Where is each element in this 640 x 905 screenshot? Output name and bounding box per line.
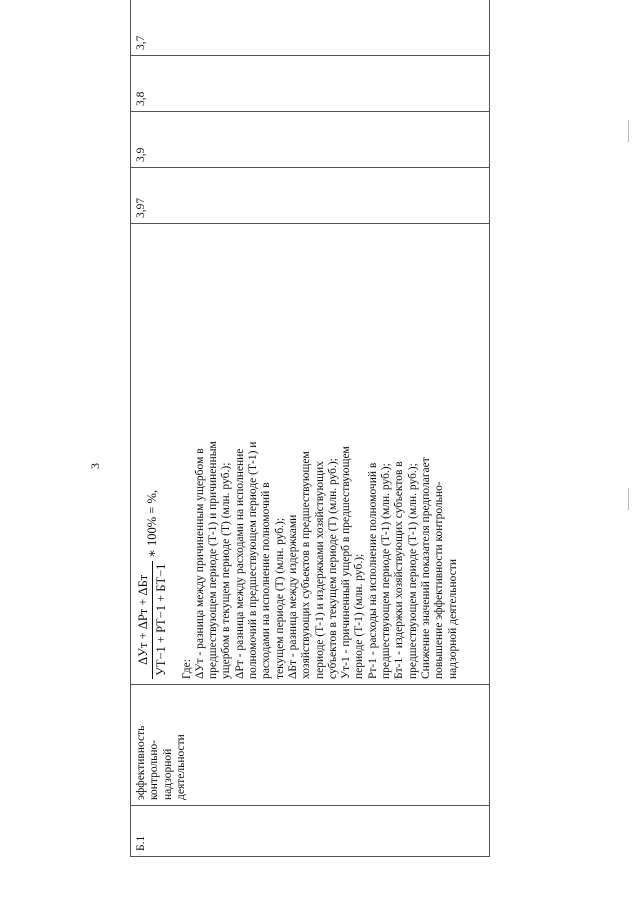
description-line: Снижение значений показателя предполагает bbox=[419, 457, 432, 679]
description-line: расходами на исполнение полномочий в bbox=[260, 482, 273, 679]
formula-description bbox=[181, 229, 460, 679]
indicator-name-line: надзорной bbox=[161, 748, 174, 800]
value-cell-4: 3,7 bbox=[131, 0, 490, 56]
page-number: 3 bbox=[88, 463, 102, 469]
rotated-content bbox=[85, 35, 490, 857]
indicator-name-line: деятельности bbox=[174, 734, 187, 800]
description-line: Где: bbox=[180, 659, 193, 679]
value-cell-2: 3,9 bbox=[131, 112, 490, 168]
description-line: предшествующем периоде (Т-1) (млн. руб.); bbox=[380, 463, 393, 679]
value-cell-1: 3,97 bbox=[131, 168, 490, 224]
description-line: Рт-1 - расходы на исполнение полномочий в bbox=[366, 462, 379, 679]
indicator-name bbox=[131, 685, 490, 806]
formula bbox=[135, 229, 179, 679]
description-line: повышение эффективности контрольно- bbox=[433, 481, 446, 679]
description-line: предшествующем периоде (Т-1) (млн. руб.); bbox=[406, 463, 419, 679]
description-line: периоде (Т-1) (млн. руб.); bbox=[353, 553, 366, 679]
indicator-code: Б.1 bbox=[131, 806, 490, 857]
scan-edge-mark bbox=[628, 120, 629, 142]
value-cell-3: 3,8 bbox=[131, 56, 490, 112]
description-line: периоде (Т-1) и издержками хозяйствующих bbox=[313, 461, 326, 679]
description-line: предшествующем периоде (Т-1) и причиненным bbox=[207, 441, 220, 679]
formula-numerator: ΔУт + ΔРт + ΔБт bbox=[137, 561, 153, 679]
description-line: хозяйствующих субъектов в предшествующем bbox=[300, 451, 313, 679]
description-line: ущербом в текущем периоде (Т) (млн. руб.); bbox=[220, 462, 233, 679]
indicator-table bbox=[130, 0, 490, 857]
description-line: полномочий в предшествующем периоде (Т-1) и bbox=[247, 441, 260, 679]
scan-edge-mark bbox=[628, 488, 629, 510]
description-line: надзорной деятельности bbox=[446, 559, 459, 679]
description-line: Ут-1 - причиненный ущерб в предшествующем bbox=[340, 446, 353, 679]
description-line: ΔБт - разница между издержками bbox=[286, 514, 299, 679]
formula-tail: ∗ 100% = %, bbox=[145, 489, 160, 558]
description-line: ΔРт - разница между расходами на исполнение bbox=[233, 448, 246, 679]
indicator-name-line: контрольно- bbox=[148, 739, 161, 800]
formula-fraction bbox=[137, 561, 169, 679]
table-row bbox=[131, 0, 490, 857]
calculation-method bbox=[131, 224, 490, 685]
indicator-name-line: эффективность bbox=[135, 725, 147, 800]
description-line: текущем периоде (Т) (млн. руб.); bbox=[273, 517, 286, 679]
description-line: субъектов в текущем периоде (Т) (млн. руб.); bbox=[326, 458, 339, 679]
description-line: Бт-1 - издержки хозяйствующих субъектов в bbox=[393, 461, 406, 679]
description-line: ΔУт - разница между причиненным ущербом в bbox=[193, 448, 206, 679]
formula-denominator: УT−1 + PT−1 + БT−1 bbox=[154, 563, 169, 676]
